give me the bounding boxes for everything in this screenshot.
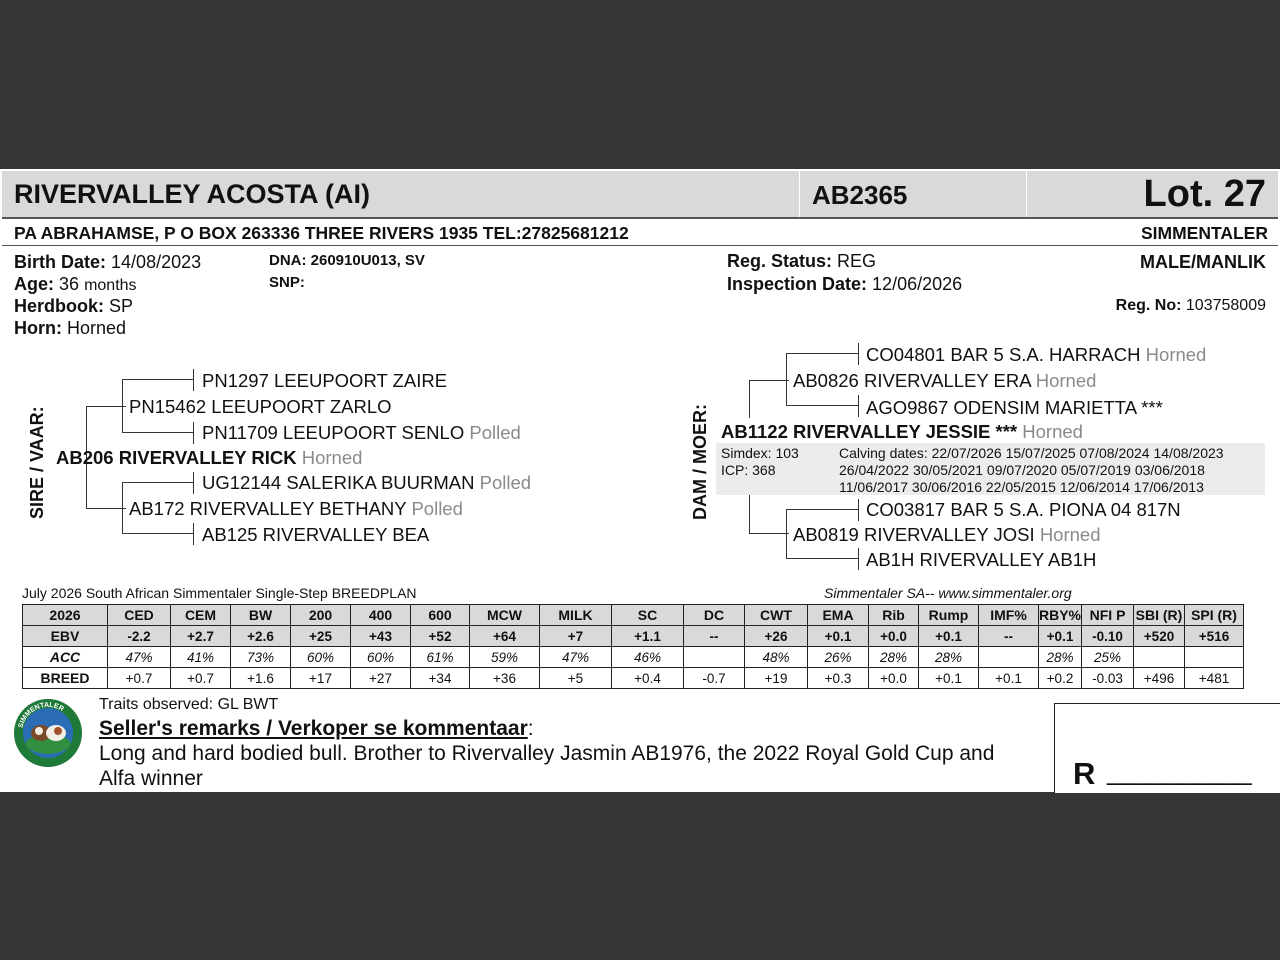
- owner-address: PA ABRAHAMSE, P O BOX 263336 THREE RIVERS 1935 TEL:27825681212: [14, 223, 629, 243]
- breedplan-cell: RBY%: [1039, 605, 1082, 626]
- breedplan-cell: BREED: [23, 668, 108, 689]
- breedplan-cell: +0.0: [869, 668, 919, 689]
- breedplan-cell: +36: [470, 668, 540, 689]
- breedplan-cell: +2.6: [231, 626, 291, 647]
- dam-sire-dam: AGO9867 ODENSIM MARIETTA ***: [866, 397, 1163, 418]
- sire-sire-sire: PN1297 LEEUPOORT ZAIRE: [202, 370, 448, 391]
- dam-label: DAM / MOER:: [690, 404, 710, 520]
- breedplan-cell: 41%: [171, 647, 231, 668]
- breedplan-cell: EMA: [808, 605, 869, 626]
- breedplan-cell: 200: [291, 605, 351, 626]
- breedplan-title: July 2026 South African Simmentaler Single-Step BREEDPLAN: [22, 585, 417, 601]
- traits-observed: Traits observed: GL BWT: [99, 696, 279, 713]
- breedplan-cell: +64: [470, 626, 540, 647]
- breedplan-cell: 48%: [745, 647, 808, 668]
- dam: AB1122 RIVERVALLEY JESSIE *** Horned: [721, 421, 1083, 442]
- animal-name: RIVERVALLEY ACOSTA (AI): [14, 179, 371, 209]
- breedplan-cell: +27: [351, 668, 411, 689]
- breedplan-cell: -0.7: [684, 668, 745, 689]
- bid-currency: R: [1073, 756, 1096, 791]
- breedplan-cell: 28%: [869, 647, 919, 668]
- breedplan-cell: Rib: [869, 605, 919, 626]
- breedplan-cell: CWT: [745, 605, 808, 626]
- breedplan-cell: -0.03: [1082, 668, 1134, 689]
- breedplan-cell: SC: [612, 605, 684, 626]
- breedplan-cell: +520: [1134, 626, 1185, 647]
- breedplan-header-row: [23, 605, 1244, 626]
- remarks-text-2: Alfa winner: [99, 767, 203, 790]
- dna: DNA: 260910U013, SV: [269, 252, 425, 269]
- breedplan-source: Simmentaler SA-- www.simmentaler.org: [824, 585, 1072, 601]
- bid-blank[interactable]: __________: [1107, 756, 1252, 786]
- sire: AB206 RIVERVALLEY RICK Horned: [56, 447, 363, 468]
- reg-code: AB2365: [812, 180, 908, 210]
- breedplan-cell: ACC: [23, 647, 108, 668]
- breedplan-row-breed: [23, 668, 1244, 689]
- remarks-heading: Seller's remarks / Verkoper se kommentaar:: [99, 717, 534, 740]
- breedplan-cell: +0.1: [919, 668, 979, 689]
- breedplan-cell: 47%: [108, 647, 171, 668]
- dam-dam-dam: AB1H RIVERVALLEY AB1H: [866, 549, 1097, 570]
- breedplan-cell: +0.7: [171, 668, 231, 689]
- breedplan-cell: BW: [231, 605, 291, 626]
- breedplan-cell: +516: [1185, 626, 1244, 647]
- breedplan-cell: +43: [351, 626, 411, 647]
- breedplan-cell: SBI (R): [1134, 605, 1185, 626]
- breedplan-cell: SPI (R): [1185, 605, 1244, 626]
- dam-sire-sire: CO04801 BAR 5 S.A. HARRACH Horned: [866, 344, 1207, 365]
- age: Age: 36 months: [14, 274, 137, 294]
- breedplan-cell: +1.1: [612, 626, 684, 647]
- breedplan-cell: +481: [1185, 668, 1244, 689]
- owner-row: [2, 219, 1278, 246]
- breedplan-cell: +496: [1134, 668, 1185, 689]
- breedplan-cell: IMF%: [979, 605, 1039, 626]
- breedplan-cell: MCW: [470, 605, 540, 626]
- breedplan-cell: +17: [291, 668, 351, 689]
- breedplan-cell: +0.4: [612, 668, 684, 689]
- breedplan-cell: 26%: [808, 647, 869, 668]
- remarks-text-1: Long and hard bodied bull. Brother to Rivervalley Jasmin AB1976, the 2022 Royal Gold Cup and: [99, 742, 995, 765]
- lot-number: Lot. 27: [1143, 173, 1266, 215]
- breedplan-cell: +0.2: [1039, 668, 1082, 689]
- breedplan-cell: CED: [108, 605, 171, 626]
- breedplan-cell: +26: [745, 626, 808, 647]
- breedplan-cell: -0.10: [1082, 626, 1134, 647]
- breedplan-cell: 73%: [231, 647, 291, 668]
- dam-dam-sire: CO03817 BAR 5 S.A. PIONA 04 817N: [866, 499, 1181, 520]
- breedplan-cell: +25: [291, 626, 351, 647]
- breedplan-cell: +1.6: [231, 668, 291, 689]
- breedplan-cell: +0.1: [919, 626, 979, 647]
- breedplan-cell: +7: [540, 626, 612, 647]
- breedplan-cell: 28%: [919, 647, 979, 668]
- breedplan-cell: +0.3: [808, 668, 869, 689]
- calving-dates-3: 11/06/2017 30/06/2016 22/05/2015 12/06/2014 17/06/2013: [839, 479, 1204, 495]
- sire-label: SIRE / VAAR:: [27, 406, 47, 519]
- breedplan-table: [22, 604, 1244, 689]
- lot-card: [0, 169, 1280, 792]
- breedplan-cell: +19: [745, 668, 808, 689]
- birth-date: Birth Date: 14/08/2023: [14, 252, 202, 272]
- calving-dates-1: Calving dates: 22/07/2026 15/07/2025 07/08/2024 14/08/2023: [839, 445, 1224, 461]
- sex: MALE/MANLIK: [1140, 252, 1266, 272]
- breedplan-cell: +5: [540, 668, 612, 689]
- breedplan-cell: --: [979, 626, 1039, 647]
- breedplan-cell: +34: [411, 668, 470, 689]
- breedplan-cell: 59%: [470, 647, 540, 668]
- breedplan-cell: MILK: [540, 605, 612, 626]
- breedplan-cell: 61%: [411, 647, 470, 668]
- simdex: Simdex: 103: [721, 445, 799, 461]
- sire-dam-sire: UG12144 SALERIKA BUURMAN Polled: [202, 472, 532, 493]
- breedplan-cell: +0.7: [108, 668, 171, 689]
- breedplan-cell: 47%: [540, 647, 612, 668]
- sire-dam: AB172 RIVERVALLEY BETHANY Polled: [129, 498, 463, 519]
- breedplan-cell: Rump: [919, 605, 979, 626]
- breedplan-cell: 60%: [351, 647, 411, 668]
- breedplan-cell: 46%: [612, 647, 684, 668]
- simmentaler-logo-icon: [12, 697, 84, 769]
- reg-status: Reg. Status: REG: [727, 251, 877, 271]
- breedplan-cell: [1134, 647, 1185, 668]
- breedplan-cell: 2026: [23, 605, 108, 626]
- svg-text:SIMMENTALER: SIMMENTALER: [17, 701, 65, 729]
- breedplan-row-acc: [23, 647, 1244, 668]
- breedplan-cell: EBV: [23, 626, 108, 647]
- snp: SNP:: [269, 274, 305, 291]
- breedplan-cell: DC: [684, 605, 745, 626]
- breedplan-cell: [979, 647, 1039, 668]
- breedplan-cell: +0.1: [1039, 626, 1082, 647]
- sire-dam-dam: AB125 RIVERVALLEY BEA: [202, 524, 430, 545]
- icp: ICP: 368: [721, 462, 776, 478]
- herdbook: Herdbook: SP: [14, 296, 134, 316]
- breedplan-cell: -2.2: [108, 626, 171, 647]
- breedplan-row-ebv: [23, 626, 1244, 647]
- breedplan-cell: 400: [351, 605, 411, 626]
- sire-sire-dam: PN11709 LEEUPOORT SENLO Polled: [202, 422, 521, 443]
- breedplan-cell: 28%: [1039, 647, 1082, 668]
- breedplan-cell: NFI P: [1082, 605, 1134, 626]
- lot-header: [2, 171, 1278, 219]
- breedplan-cell: +0.0: [869, 626, 919, 647]
- breedplan-cell: +0.1: [979, 668, 1039, 689]
- breedplan-cell: 60%: [291, 647, 351, 668]
- calving-dates-2: 26/04/2022 30/05/2021 09/07/2020 05/07/2019 03/06/2018: [839, 462, 1205, 478]
- inspection-date: Inspection Date: 12/06/2026: [727, 274, 963, 294]
- breedplan-cell: 600: [411, 605, 470, 626]
- dam-sire: AB0826 RIVERVALLEY ERA Horned: [793, 370, 1097, 391]
- sire-sire: PN15462 LEEUPOORT ZARLO: [129, 396, 392, 417]
- reg-number: Reg. No: 103758009: [1115, 297, 1266, 314]
- horn-status: Horn: Horned: [14, 318, 127, 338]
- breedplan-cell: CEM: [171, 605, 231, 626]
- dam-dam: AB0819 RIVERVALLEY JOSI Horned: [793, 524, 1101, 545]
- breedplan-cell: [1185, 647, 1244, 668]
- breedplan-cell: +0.1: [808, 626, 869, 647]
- breedplan-cell: [684, 647, 745, 668]
- breedplan-cell: +52: [411, 626, 470, 647]
- breedplan-cell: --: [684, 626, 745, 647]
- bid-box[interactable]: [1054, 703, 1280, 793]
- breedplan-cell: 25%: [1082, 647, 1134, 668]
- breedplan-cell: +2.7: [171, 626, 231, 647]
- breed: SIMMENTALER: [1140, 223, 1268, 243]
